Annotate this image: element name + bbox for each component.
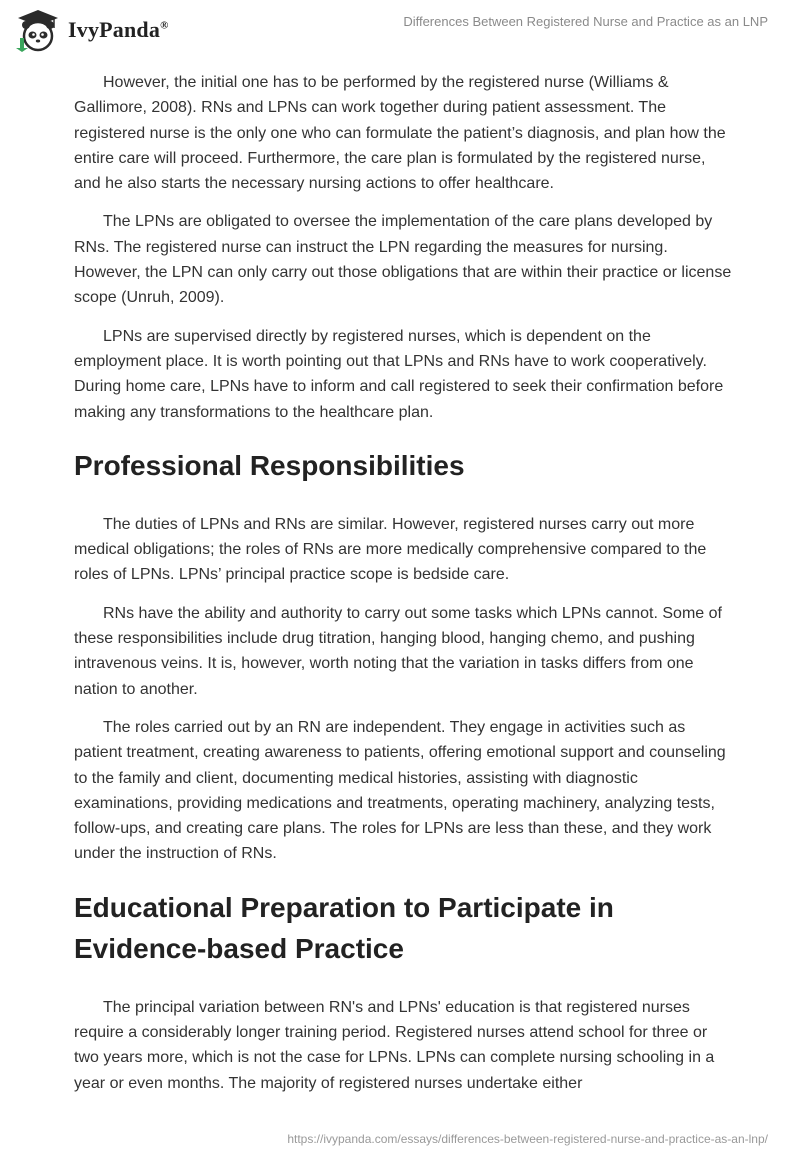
paragraph: The LPNs are obligated to oversee the implementation of the care plans developed by RNs. The registered nurse can instruct the LPN regarding the measures for nursing. However, the LPN can only carry out those obligations that are within their practice or license scope (Unruh, 2009). — [74, 213, 732, 307]
article-body — [74, 70, 734, 1109]
paragraph: However, the initial one has to be performed by the registered nurse (Williams & Gallimore, 2008). RNs and LPNs can work together during patient assessment. The registered nurse is the only one who can formulate the patient’s diagnosis, and plan how the entire care will proceed. Furthermore, the care plan is formulated by the registered nurse, and he also starts the necessary nursing actions to offer healthcare. — [74, 74, 726, 193]
paragraph: RNs have the ability and authority to carry out some tasks which LPNs cannot. Some of these responsibilities include drug titration, hanging blood, hanging chemo, and pushing intravenous veins. It is, however, worth noting that the variation in tasks differs from one nation to another. — [74, 604, 722, 698]
paragraph: The duties of LPNs and RNs are similar. However, registered nurses carry out more medical obligations; the roles of RNs are more medically comprehensive compared to the roles of LPNs. LPNs’ principal practice scope is bedside care. — [74, 515, 707, 584]
paragraph: LPNs are supervised directly by registered nurses, which is dependent on the employment place. It is worth pointing out that LPNs and RNs have to work cooperatively. During home care, LPNs have to inform and call registered to seek their confirmation before making any transformations to the healthcare plan. — [74, 327, 724, 421]
document-title: Differences Between Registered Nurse and Practice as an LNP — [403, 14, 768, 29]
page-header — [0, 0, 800, 64]
paragraph: The roles carried out by an RN are independent. They engage in activities such as patient treatment, creating awareness to patients, offering emotional support and counseling to the family and client, documenting medical histories, assisting with diagnostic examinations, providing medications and treatments, operating machinery, analyzing tests, follow-ups, and creating care plans. The roles for LPNs are less than these, and they work under the instruction of RNs. — [74, 718, 726, 863]
source-url[interactable]: https://ivypanda.com/essays/differences-between-registered-nurse-and-practice-as-an-lnp/ — [287, 1132, 768, 1146]
brand-name: IvyPanda® — [68, 17, 169, 42]
section-heading-educational-preparation: Educational Preparation to Participate in Evidence-based Practice — [74, 891, 614, 964]
panda-logo-icon — [14, 8, 62, 52]
paragraph: The principal variation between RN's and LPNs' education is that registered nurses require a considerably longer training period. Registered nurses attend school for three or two years more, which is not the case for LPNs. LPNs can complete nursing schooling in a year or even months. The majority of registered nurses undertake either — [74, 998, 715, 1092]
logo[interactable] — [14, 8, 169, 52]
section-heading-professional-responsibilities: Professional Responsibilities — [74, 449, 465, 481]
